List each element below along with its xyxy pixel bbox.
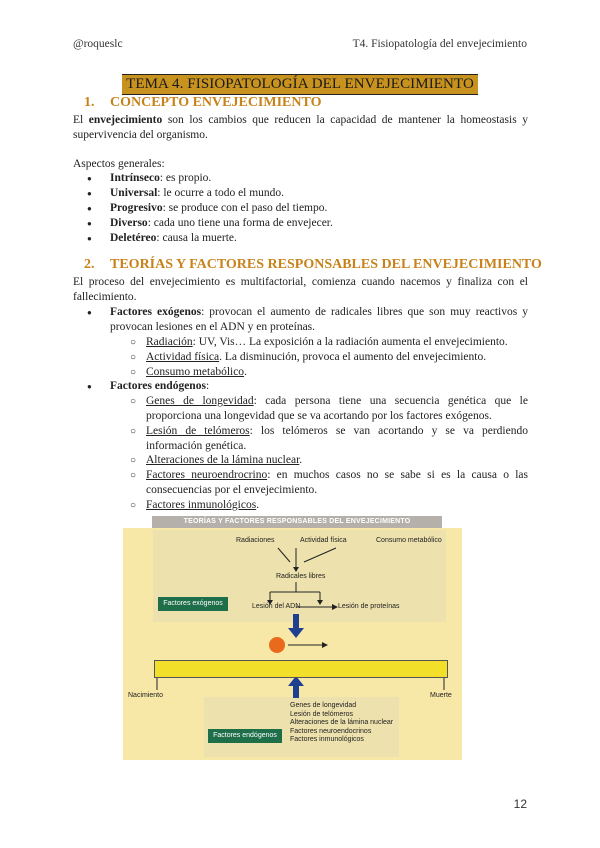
definition-text: son los cambios que reducen la capacidad de mantener la homeostasis y supervivencia del organismo. [73,114,528,141]
exogenous-text: : provocan el aumento de radicales libres que son muy reactivos y provocan lesiones en el ADN y en proteínas. [110,306,528,333]
endo-item-term: Lesión de telómeros [146,425,250,437]
definition-pre: El [73,114,89,126]
aging-dot [269,637,285,653]
section-1-title: CONCEPTO ENVEJECIMIENTO [110,95,322,110]
definition-term: envejecimiento [88,114,163,126]
label-protein-damage: Lesión de proteínas [338,603,400,610]
exogenous-box: Factores exógenos [158,597,228,611]
label-consumption: Consumo metabólico [376,537,442,544]
circle-bullet-icon: ○ [130,352,137,363]
endo-item-text: : cada persona tiene una secuencia genética que le proporciona una longevidad que se va acortando por los factores exógenos. [146,395,528,422]
aspect-text: : le ocurre a todo el mundo. [157,187,285,199]
endogenous-term: Factores endógenos [110,380,206,392]
circle-bullet-icon: ○ [130,426,137,437]
figure-title: TEORÍAS Y FACTORES RESPONSABLES DEL ENVEJECIMIENTO [152,516,442,528]
arrow-head [293,567,299,572]
section-2-title: TEORÍAS Y FACTORES RESPONSABLES DEL ENVEJECIMIENTO [110,257,542,272]
section-2-number: 2. [84,257,95,272]
aspect-text: : es propio. [159,172,212,184]
circle-bullet-icon: ○ [130,396,137,407]
header-author: @roqueslc [73,38,123,50]
arrow-consumption [304,548,336,562]
exo-item-term: Actividad física [146,351,220,363]
label-dna-damage: Lesión del ADN [252,603,301,610]
endo-item-term: Factores neuroendrocrino [146,469,268,481]
aspect-term: Intrínseco [110,172,160,184]
aspect-text: : se produce con el paso del tiempo. [162,202,328,214]
endo-item-term: Genes de longevidad [146,395,254,407]
label-activity: Actividad física [300,537,347,544]
blue-arrow-shaft [293,614,299,630]
endo-item-text: : en muchos casos no se sabe si es la causa o las consecuencias por el envejecimiento. [146,469,528,496]
blue-arrow-head [288,628,304,638]
circle-bullet-icon: ○ [130,367,137,378]
exo-item-term: Consumo metabólico [146,366,245,378]
section-1-number: 1. [84,95,95,110]
header-topic: T4. Fisiopatología del envejecimiento [352,38,527,50]
endo-list-item: Genes de longevidad [290,702,357,709]
endogenous-text: : [205,380,210,392]
blue-arrow-shaft [293,684,299,698]
endogenous-box: Factores endógenos [208,729,282,743]
endo-list-item: Factores inmunológicos [290,736,364,743]
exogenous-term: Factores exógenos [110,306,202,318]
exo-item-text: . [244,366,247,378]
endo-item-text: : los telómeros se van acortando y se va perdiendo información genética. [146,425,528,452]
aspects-label: Aspectos generales: [73,158,165,170]
label-free-radicals: Radicales libres [276,573,326,580]
circle-bullet-icon: ○ [130,455,137,466]
arrow-head [322,642,328,648]
page-number: 12 [513,797,527,811]
aspect-term: Deletéreo [110,232,157,244]
circle-bullet-icon: ○ [130,337,137,348]
endo-list-item: Lesión de telómeros [290,710,354,718]
arrow-head [317,600,323,605]
endogenous-list [290,702,393,745]
aspect-term: Progresivo [110,202,163,214]
circle-bullet-icon: ○ [130,500,137,511]
label-death: Muerte [430,692,452,699]
endo-list-item: Alteraciones de la lámina nuclear [290,719,394,726]
aspect-term: Universal [110,187,158,199]
label-radiation: Radiaciones [236,537,275,544]
page-title: TEMA 4. FISIOPATOLOGÍA DEL ENVEJECIMIENTO [122,74,478,95]
lifespan-bar [154,660,448,678]
exo-item-text: . La disminución, provoca el aumento del envejecimiento. [219,351,487,363]
endo-item-text: . [256,499,260,511]
endo-item-term: Factores inmunológicos [146,499,257,511]
endo-list-item: Factores neuroendocrinos [290,727,372,735]
endo-item-text: . [299,454,303,466]
aspect-text: : causa la muerte. [156,232,237,244]
arrow-radiation [278,548,290,562]
aspect-term: Diverso [110,217,148,229]
exo-item-text: : UV, Vis… La exposición a la radiación aumenta el envejecimiento. [192,336,508,348]
endo-item-term: Alteraciones de la lámina nuclear [146,454,300,466]
label-birth: Nacimiento [128,692,164,699]
section-2-intro: El proceso del envejecimiento es multifactorial, comienza cuando nacemos y finaliza con el fallecimiento. [73,276,528,303]
circle-bullet-icon: ○ [130,470,137,481]
exo-item-term: Radiación [146,336,193,348]
aspect-text: : cada uno tiene una forma de envejecer. [147,217,333,229]
